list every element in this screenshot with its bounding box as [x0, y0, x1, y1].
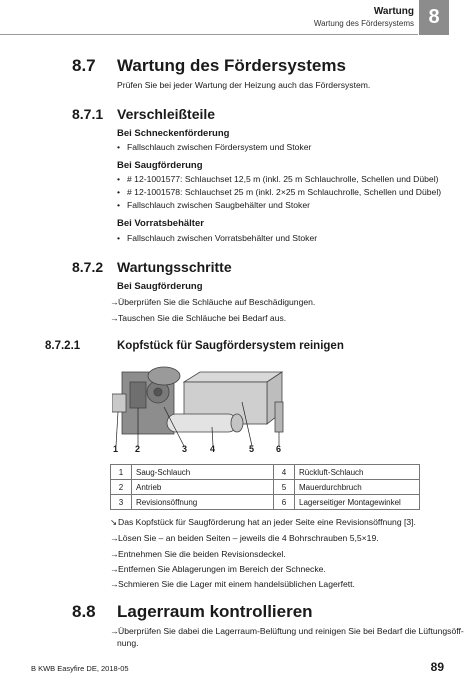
figure-callout: 1: [113, 444, 119, 454]
list-item: • Fallschlauch zwischen Saugbehälter und Stoker: [117, 200, 310, 210]
arrow-icon: →: [110, 549, 119, 559]
table-row: [111, 465, 420, 480]
list-item: • # 12-1001578: Schlauchset 25 m (inkl. 2×25 m Schlauchrolle, Schellen und Dübel): [117, 187, 442, 197]
legend-number: 6: [274, 495, 295, 510]
header-chapter-title: Wartung: [373, 6, 414, 17]
suction-head-illustration: [112, 362, 298, 450]
header-chapter-subtitle: Wartung des Fördersystems: [313, 19, 414, 28]
footer-document-id: B KWB Easyfire DE, 2018-05: [31, 664, 129, 673]
header-divider: [0, 34, 418, 35]
instruction-step: →Schmieren Sie die Lager mit einem handelsüblichen Lagerfett.: [110, 579, 355, 589]
legend-label: Antrieb: [132, 480, 274, 495]
arrow-icon: →: [110, 533, 119, 543]
legend-number: 3: [111, 495, 132, 510]
arrow-icon: →: [110, 626, 119, 636]
table-row: [111, 480, 420, 495]
bullet-icon: •: [117, 142, 121, 152]
table-row: [111, 495, 420, 510]
section-intro: Prüfen Sie bei jeder Wartung der Heizung auch das Fördersystem.: [117, 80, 371, 90]
legend-number: 2: [111, 480, 132, 495]
legend-label: Rückluft-Schlauch: [295, 465, 420, 480]
instruction-step: →Tauschen Sie die Schläuche bei Bedarf aus.: [110, 313, 287, 323]
instruction-step: →Überprüfen Sie dabei die Lagerraum-Belüftung und reinigen Sie bei Bedarf die Lüftungsöff-: [110, 626, 464, 636]
legend-label: Saug-Schlauch: [132, 465, 274, 480]
subheading-schneckenfoerderung: Bei Schneckenförderung: [117, 128, 230, 139]
figure-callout: 2: [135, 444, 141, 454]
arrow-icon: →: [110, 564, 119, 574]
subheading-vorratsbehaelter: Bei Vorratsbehälter: [117, 218, 204, 229]
page-number: 89: [430, 660, 444, 674]
section-heading-8-8: 8.8 Lagerraum kontrollieren: [72, 602, 313, 621]
chapter-number-badge: 8: [419, 0, 449, 35]
bullet-icon: •: [117, 187, 121, 197]
list-item: • Fallschlauch zwischen Fördersystem und Stoker: [117, 142, 312, 152]
list-item: • # 12-1001577: Schlauchset 12,5 m (inkl. 25 m Schlauchrolle, Schellen und Dübel): [117, 174, 439, 184]
bullet-icon: •: [117, 200, 121, 210]
legend-table: [110, 464, 420, 510]
figure-callout: 5: [249, 444, 255, 454]
section-heading-8-7-1: 8.7.1 Verschleißteile: [72, 106, 216, 122]
figure-callout: 6: [276, 444, 282, 454]
figure-callout: 4: [210, 444, 216, 454]
result-note: ↘Das Kopfstück für Saugförderung hat an jeder Seite eine Revisionsöffnung [3].: [110, 517, 416, 527]
section-heading-8-7-2: 8.7.2 Wartungsschritte: [72, 259, 232, 275]
legend-label: Revisionsöffnung: [132, 495, 274, 510]
instruction-step: →Entfernen Sie Ablagerungen im Bereich der Schnecke.: [110, 564, 326, 574]
instruction-step-continuation: nung.: [117, 638, 139, 648]
subheading-saugfoerderung-steps: Bei Saugförderung: [117, 281, 203, 292]
instruction-step: →Entnehmen Sie die beiden Revisionsdeckel.: [110, 549, 286, 559]
bullet-icon: •: [117, 233, 121, 243]
figure-callout: 3: [182, 444, 188, 454]
result-arrow-icon: ↘: [110, 517, 118, 527]
subheading-saugfoerderung: Bei Saugförderung: [117, 160, 203, 171]
instruction-step: →Überprüfen Sie die Schläuche auf Beschädigungen.: [110, 297, 316, 307]
legend-label: Mauerdurchbruch: [295, 480, 420, 495]
arrow-icon: →: [110, 297, 119, 307]
instruction-step: →Lösen Sie – an beiden Seiten – jeweils die 4 Bohrschrauben 5,5×19.: [110, 533, 379, 543]
legend-number: 4: [274, 465, 295, 480]
bullet-icon: •: [117, 174, 121, 184]
list-item: • Fallschlauch zwischen Vorratsbehälter und Stoker: [117, 233, 318, 243]
legend-label: Lagerseitiger Montagewinkel: [295, 495, 420, 510]
arrow-icon: →: [110, 579, 119, 589]
legend-number: 5: [274, 480, 295, 495]
arrow-icon: →: [110, 313, 119, 323]
legend-number: 1: [111, 465, 132, 480]
section-heading-8-7-2-1: 8.7.2.1 Kopfstück für Saugfördersystem reinigen: [45, 340, 344, 352]
section-heading-8-7: 8.7 Wartung des Fördersystems: [72, 56, 346, 75]
